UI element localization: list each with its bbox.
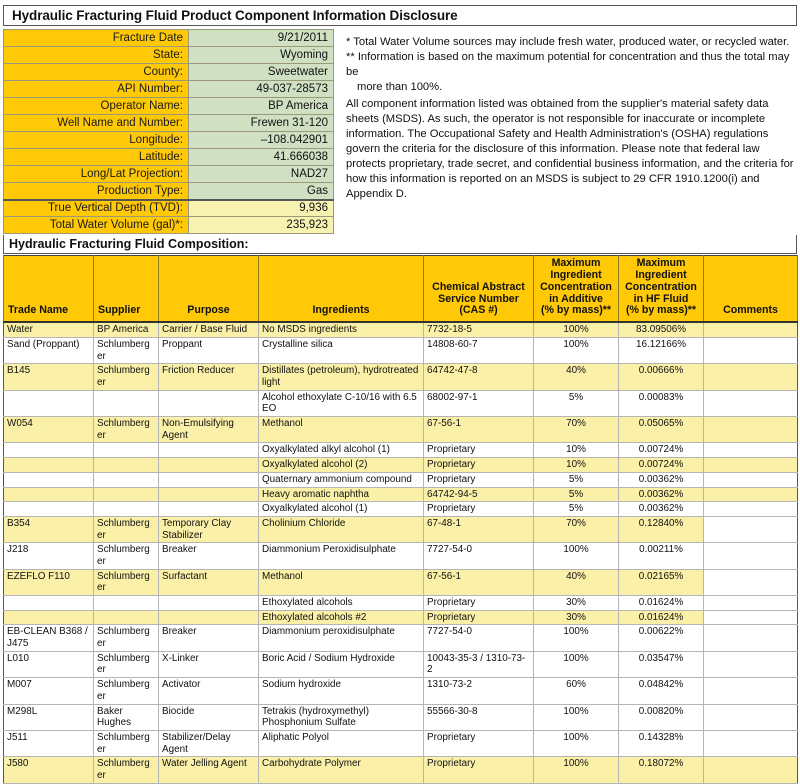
well-info-label: Longitude: <box>4 132 189 149</box>
cell-trade-name <box>4 596 94 611</box>
page-title: Hydraulic Fracturing Fluid Product Component Information Disclosure <box>3 5 797 26</box>
well-info-row <box>4 132 334 149</box>
column-header-max-conc-hf-fluid <box>619 256 704 323</box>
well-info-label: True Vertical Depth (TVD): <box>4 200 189 217</box>
cell-max-conc-hf-fluid: 0.00211% <box>619 543 704 569</box>
well-info-value: 235,923 <box>189 217 334 234</box>
cell-purpose <box>159 458 259 473</box>
cell-purpose: Friction Reducer <box>159 364 259 390</box>
cell-comments <box>704 417 798 443</box>
well-info-row <box>4 47 334 64</box>
well-info-value: 49-037-28573 <box>189 81 334 98</box>
cas-line-2: Service Number <box>438 292 519 305</box>
cell-supplier: Schlumberger <box>94 757 159 783</box>
note-msds-paragraph: All component information listed was obtained from the supplier's material safety data sheets (MSDS). As such, the operator is not responsible for inaccurate or incomplete information. The Occupational Safety and Health Administration's (OSHA) regulations govern the criteria for the disclosure of this information. Please note that federal law protects proprietary, trade secret, and confidential business information, and the criteria for how this information is reported on an MSDS is subject to 29 CFR 1910.1200(i) and Appendix D. <box>346 98 794 200</box>
table-row <box>4 458 798 473</box>
note-total-water-volume: * Total Water Volume sources may include fresh water, produced water, or recycled water. <box>346 36 790 48</box>
cell-cas-number: 1310-73-2 <box>424 678 534 704</box>
cell-cas-number: 67-56-1 <box>424 569 534 595</box>
cell-cas-number: Proprietary <box>424 757 534 783</box>
well-info-value: 41.666038 <box>189 149 334 166</box>
column-header-supplier: Supplier <box>94 256 159 323</box>
cell-trade-name <box>4 487 94 502</box>
cell-cas-number: Proprietary <box>424 458 534 473</box>
cell-ingredient: Boric Acid / Sodium Hydroxide <box>259 651 424 677</box>
cell-purpose: Activator <box>159 678 259 704</box>
cell-max-conc-additive: 40% <box>534 569 619 595</box>
cell-supplier: Schlumberger <box>94 516 159 542</box>
hf-line-4: in HF Fluid <box>633 292 689 305</box>
cell-supplier <box>94 502 159 517</box>
cell-cas-number: Proprietary <box>424 610 534 625</box>
cell-max-conc-additive: 10% <box>534 458 619 473</box>
cell-max-conc-hf-fluid: 83.09506% <box>619 322 704 337</box>
column-header-max-conc-additive <box>534 256 619 323</box>
table-row <box>4 390 798 416</box>
table-row <box>4 704 798 730</box>
cell-max-conc-hf-fluid: 0.18072% <box>619 757 704 783</box>
cell-purpose <box>159 502 259 517</box>
disclosure-notes <box>346 29 794 202</box>
cas-line-1: Chemical Abstract <box>432 280 525 293</box>
cell-max-conc-hf-fluid: 0.00724% <box>619 458 704 473</box>
cell-ingredient: Heavy aromatic naphtha <box>259 487 424 502</box>
well-info-label: Production Type: <box>4 183 189 200</box>
cell-trade-name <box>4 390 94 416</box>
column-header-trade-name: Trade Name <box>4 256 94 323</box>
cell-supplier <box>94 610 159 625</box>
well-info-row <box>4 217 334 234</box>
cell-supplier <box>94 458 159 473</box>
cell-trade-name: Water <box>4 322 94 337</box>
well-info-label: State: <box>4 47 189 64</box>
cell-purpose <box>159 443 259 458</box>
cell-max-conc-additive: 100% <box>534 337 619 363</box>
cell-supplier: Schlumberger <box>94 364 159 390</box>
table-row <box>4 472 798 487</box>
well-info-label: County: <box>4 64 189 81</box>
cell-comments <box>704 625 798 651</box>
additive-line-1: Maximum <box>551 257 601 269</box>
table-row <box>4 443 798 458</box>
cell-trade-name: M007 <box>4 678 94 704</box>
cell-max-conc-hf-fluid: 16.12166% <box>619 337 704 363</box>
cell-cas-number: 55566-30-8 <box>424 704 534 730</box>
additive-line-5: (% by mass)** <box>540 304 612 317</box>
cell-ingredient: Diammonium peroxidisulphate <box>259 625 424 651</box>
well-info-label: Well Name and Number: <box>4 115 189 132</box>
cell-cas-number: 67-56-1 <box>424 417 534 443</box>
cell-ingredient: Tetrakis (hydroxymethyl) Phosphonium Sulfate <box>259 704 424 730</box>
cell-ingredient: Crystalline silica <box>259 337 424 363</box>
cas-line-3: (CAS #) <box>459 304 498 317</box>
composition-thead <box>4 256 798 323</box>
well-info-row <box>4 30 334 47</box>
cell-max-conc-additive: 5% <box>534 390 619 416</box>
cell-comments <box>704 458 798 473</box>
well-info-value: 9/21/2011 <box>189 30 334 47</box>
cell-comments <box>704 757 798 783</box>
cell-trade-name: L010 <box>4 651 94 677</box>
cell-ingredient: Alcohol ethoxylate C-10/16 with 6.5 EO <box>259 390 424 416</box>
cell-ingredient: Cholinium Chloride <box>259 516 424 542</box>
top-section <box>3 29 797 234</box>
table-row <box>4 610 798 625</box>
note-max-concentration-cont: more than 100%. <box>357 81 443 93</box>
cell-comments <box>704 543 798 569</box>
cell-supplier: Schlumberger <box>94 651 159 677</box>
column-header-ingredients: Ingredients <box>259 256 424 323</box>
cell-supplier: Schlumberger <box>94 730 159 756</box>
cell-ingredient: Ethoxylated alcohols #2 <box>259 610 424 625</box>
cell-trade-name: M298L <box>4 704 94 730</box>
cell-trade-name: J511 <box>4 730 94 756</box>
well-info-row <box>4 98 334 115</box>
cell-comments <box>704 337 798 363</box>
cell-cas-number: 10043-35-3 / 1310-73-2 <box>424 651 534 677</box>
cell-max-conc-additive: 100% <box>534 543 619 569</box>
cell-comments <box>704 516 798 542</box>
column-header-purpose: Purpose <box>159 256 259 323</box>
cell-ingredient: Oxyalkylated alcohol (1) <box>259 502 424 517</box>
table-row <box>4 364 798 390</box>
cell-ingredient: Sodium hydroxide <box>259 678 424 704</box>
well-info-value: Gas <box>189 183 334 200</box>
well-info-row <box>4 115 334 132</box>
table-row <box>4 502 798 517</box>
hf-line-1: Maximum <box>636 257 686 269</box>
cell-max-conc-hf-fluid: 0.00083% <box>619 390 704 416</box>
cell-trade-name: Sand (Proppant) <box>4 337 94 363</box>
cell-max-conc-additive: 100% <box>534 704 619 730</box>
well-info-label: Fracture Date <box>4 30 189 47</box>
table-row <box>4 516 798 542</box>
cell-max-conc-hf-fluid: 0.00666% <box>619 364 704 390</box>
cell-max-conc-additive: 100% <box>534 625 619 651</box>
cell-trade-name <box>4 610 94 625</box>
cell-cas-number: Proprietary <box>424 443 534 458</box>
cell-cas-number: Proprietary <box>424 472 534 487</box>
cell-comments <box>704 596 798 611</box>
well-info-row <box>4 200 334 217</box>
table-row <box>4 487 798 502</box>
cell-ingredient: Aliphatic Polyol <box>259 730 424 756</box>
cell-purpose: Water Jelling Agent <box>159 757 259 783</box>
cell-purpose <box>159 472 259 487</box>
cell-purpose: Breaker <box>159 543 259 569</box>
table-row <box>4 596 798 611</box>
table-row <box>4 730 798 756</box>
column-header-comments: Comments <box>704 256 798 323</box>
cell-comments <box>704 390 798 416</box>
cell-comments <box>704 678 798 704</box>
cell-cas-number: 7727-54-0 <box>424 543 534 569</box>
cell-max-conc-hf-fluid: 0.00362% <box>619 487 704 502</box>
cell-comments <box>704 610 798 625</box>
well-info-value: –108.042901 <box>189 132 334 149</box>
cell-comments <box>704 322 798 337</box>
cell-cas-number: 7732-18-5 <box>424 322 534 337</box>
cell-supplier: Schlumberger <box>94 543 159 569</box>
cell-ingredient: Methanol <box>259 569 424 595</box>
cell-supplier <box>94 596 159 611</box>
note-max-concentration: ** Information is based on the maximum potential for concentration and thus the total may be <box>346 51 790 78</box>
cell-comments <box>704 730 798 756</box>
cell-supplier: Schlumberger <box>94 337 159 363</box>
table-row <box>4 417 798 443</box>
cell-purpose: Breaker <box>159 625 259 651</box>
well-info-value: Frewen 31-120 <box>189 115 334 132</box>
cell-cas-number: 64742-47-8 <box>424 364 534 390</box>
cell-max-conc-additive: 5% <box>534 502 619 517</box>
cell-supplier: BP America <box>94 322 159 337</box>
cell-trade-name <box>4 502 94 517</box>
additive-line-2: Ingredient <box>550 268 602 281</box>
well-info-label: Long/Lat Projection: <box>4 166 189 183</box>
cell-cas-number: Proprietary <box>424 596 534 611</box>
cell-purpose: Biocide <box>159 704 259 730</box>
cell-max-conc-additive: 30% <box>534 596 619 611</box>
composition-heading: Hydraulic Fracturing Fluid Composition: <box>3 235 797 254</box>
cell-purpose <box>159 487 259 502</box>
cell-comments <box>704 443 798 458</box>
cell-max-conc-hf-fluid: 0.00362% <box>619 472 704 487</box>
well-info-label: Total Water Volume (gal)*: <box>4 217 189 234</box>
column-header-cas <box>424 256 534 323</box>
cell-cas-number: 67-48-1 <box>424 516 534 542</box>
cell-trade-name <box>4 443 94 458</box>
cell-trade-name: J218 <box>4 543 94 569</box>
cell-max-conc-hf-fluid: 0.12840% <box>619 516 704 542</box>
cell-purpose: Carrier / Base Fluid <box>159 322 259 337</box>
well-info-row <box>4 166 334 183</box>
cell-supplier <box>94 390 159 416</box>
cell-ingredient: Distillates (petroleum), hydrotreated light <box>259 364 424 390</box>
well-info-label: Operator Name: <box>4 98 189 115</box>
cell-max-conc-hf-fluid: 0.00724% <box>619 443 704 458</box>
cell-comments <box>704 651 798 677</box>
cell-ingredient: Methanol <box>259 417 424 443</box>
cell-ingredient: Quaternary ammonium compound <box>259 472 424 487</box>
cell-trade-name <box>4 472 94 487</box>
table-row <box>4 322 798 337</box>
cell-comments <box>704 364 798 390</box>
cell-max-conc-hf-fluid: 0.03547% <box>619 651 704 677</box>
cell-supplier: Schlumberger <box>94 569 159 595</box>
cell-max-conc-hf-fluid: 0.04842% <box>619 678 704 704</box>
table-row <box>4 651 798 677</box>
cell-ingredient: Oxyalkylated alkyl alcohol (1) <box>259 443 424 458</box>
well-info-row <box>4 183 334 200</box>
table-row <box>4 569 798 595</box>
cell-supplier <box>94 487 159 502</box>
cell-ingredient: Diammonium Peroxidisulphate <box>259 543 424 569</box>
additive-line-3: Concentration <box>540 280 612 293</box>
cell-max-conc-additive: 5% <box>534 487 619 502</box>
cell-supplier: Schlumberger <box>94 625 159 651</box>
cell-max-conc-additive: 70% <box>534 516 619 542</box>
cell-max-conc-hf-fluid: 0.01624% <box>619 610 704 625</box>
cell-max-conc-additive: 60% <box>534 678 619 704</box>
cell-purpose: Non-Emulsifying Agent <box>159 417 259 443</box>
cell-cas-number: Proprietary <box>424 502 534 517</box>
cell-comments <box>704 704 798 730</box>
cell-max-conc-hf-fluid: 0.00820% <box>619 704 704 730</box>
well-info-value: BP America <box>189 98 334 115</box>
cell-purpose: X-Linker <box>159 651 259 677</box>
cell-purpose: Surfactant <box>159 569 259 595</box>
well-info-value: Sweetwater <box>189 64 334 81</box>
cell-max-conc-hf-fluid: 0.05065% <box>619 417 704 443</box>
cell-purpose <box>159 610 259 625</box>
cell-max-conc-hf-fluid: 0.02165% <box>619 569 704 595</box>
hf-line-3: Concentration <box>625 280 697 293</box>
cell-max-conc-additive: 10% <box>534 443 619 458</box>
hf-line-5: (% by mass)** <box>625 304 697 317</box>
well-info-table <box>3 29 334 234</box>
cell-trade-name: W054 <box>4 417 94 443</box>
cell-comments <box>704 569 798 595</box>
composition-body <box>4 322 798 783</box>
cell-purpose: Stabilizer/Delay Agent <box>159 730 259 756</box>
additive-line-4: in Additive <box>549 292 603 305</box>
well-info-value: NAD27 <box>189 166 334 183</box>
cell-max-conc-hf-fluid: 0.00622% <box>619 625 704 651</box>
well-info-row <box>4 149 334 166</box>
cell-max-conc-additive: 5% <box>534 472 619 487</box>
cell-supplier <box>94 443 159 458</box>
cell-cas-number: 14808-60-7 <box>424 337 534 363</box>
cell-max-conc-additive: 100% <box>534 757 619 783</box>
cell-supplier: Baker Hughes <box>94 704 159 730</box>
cell-max-conc-hf-fluid: 0.01624% <box>619 596 704 611</box>
cell-trade-name: B354 <box>4 516 94 542</box>
table-row <box>4 757 798 783</box>
cell-trade-name: EB-CLEAN B368 / J475 <box>4 625 94 651</box>
cell-supplier <box>94 472 159 487</box>
well-info-label: API Number: <box>4 81 189 98</box>
cell-purpose: Temporary Clay Stabilizer <box>159 516 259 542</box>
cell-max-conc-additive: 40% <box>534 364 619 390</box>
cell-ingredient: No MSDS ingredients <box>259 322 424 337</box>
cell-supplier: Schlumberger <box>94 678 159 704</box>
cell-trade-name: EZEFLO F110 <box>4 569 94 595</box>
cell-purpose <box>159 596 259 611</box>
well-info-value: Wyoming <box>189 47 334 64</box>
hf-line-2: Ingredient <box>635 268 687 281</box>
cell-cas-number: 7727-54-0 <box>424 625 534 651</box>
cell-max-conc-additive: 100% <box>534 322 619 337</box>
well-info-row <box>4 64 334 81</box>
cell-max-conc-additive: 30% <box>534 610 619 625</box>
well-info-body <box>4 30 334 234</box>
cell-max-conc-hf-fluid: 0.14328% <box>619 730 704 756</box>
cell-ingredient: Carbohydrate Polymer <box>259 757 424 783</box>
cell-cas-number: Proprietary <box>424 730 534 756</box>
cell-trade-name: B145 <box>4 364 94 390</box>
table-row <box>4 625 798 651</box>
cell-max-conc-additive: 100% <box>534 651 619 677</box>
cell-purpose: Proppant <box>159 337 259 363</box>
well-info-label: Latitude: <box>4 149 189 166</box>
composition-header-row <box>4 256 798 323</box>
cell-max-conc-additive: 70% <box>534 417 619 443</box>
cell-trade-name: J580 <box>4 757 94 783</box>
well-info-row <box>4 81 334 98</box>
cell-ingredient: Ethoxylated alcohols <box>259 596 424 611</box>
table-row <box>4 337 798 363</box>
composition-table <box>3 255 798 784</box>
table-row <box>4 543 798 569</box>
cell-supplier: Schlumberger <box>94 417 159 443</box>
well-info-value: 9,936 <box>189 200 334 217</box>
cell-comments <box>704 502 798 517</box>
table-row <box>4 678 798 704</box>
cell-comments <box>704 487 798 502</box>
cell-purpose <box>159 390 259 416</box>
cell-cas-number: 68002-97-1 <box>424 390 534 416</box>
cell-trade-name <box>4 458 94 473</box>
cell-cas-number: 64742-94-5 <box>424 487 534 502</box>
cell-comments <box>704 472 798 487</box>
cell-max-conc-additive: 100% <box>534 730 619 756</box>
cell-ingredient: Oxyalkylated alcohol (2) <box>259 458 424 473</box>
cell-max-conc-hf-fluid: 0.00362% <box>619 502 704 517</box>
